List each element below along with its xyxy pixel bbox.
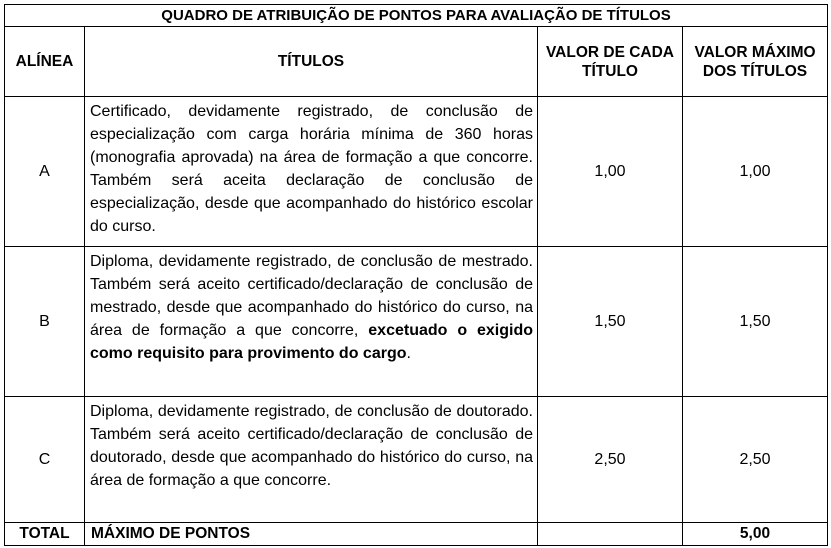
header-titulos: TÍTULOS bbox=[85, 27, 538, 97]
valor-cada-cell: 1,00 bbox=[538, 97, 683, 247]
table-row bbox=[5, 397, 828, 523]
total-label: TOTAL bbox=[5, 523, 85, 546]
total-descricao: MÁXIMO DE PONTOS bbox=[85, 523, 538, 546]
titulo-descricao: Diploma, devidamente registrado, de conclusão de doutorado. Também será aceito certificado/declaração de conclusão de doutorado, desde que acompanhado do histórico do curso, na área de formação a que concorre. bbox=[85, 397, 538, 523]
alinea-cell: C bbox=[5, 397, 85, 523]
valor-cada-cell: 2,50 bbox=[538, 397, 683, 523]
header-alinea: ALÍNEA bbox=[5, 27, 85, 97]
valor-maximo-cell: 1,50 bbox=[683, 247, 828, 397]
valor-cada-cell: 1,50 bbox=[538, 247, 683, 397]
table-row bbox=[5, 247, 828, 397]
titulo-descricao bbox=[85, 247, 538, 397]
quadro-atribuicao-pontos bbox=[4, 4, 828, 546]
header-valor-maximo: VALOR MÁXIMO DOS TÍTULOS bbox=[683, 27, 828, 97]
valor-maximo-cell: 2,50 bbox=[683, 397, 828, 523]
descricao-fim: . bbox=[406, 345, 411, 362]
descricao-texto: Diploma, devidamente registrado, de conclusão de mestrado. Também será aceito certificado/declaração de conclusão de mestrado, desde que acompanhado do histórico do curso, na área de formação a que concorre, bbox=[90, 253, 533, 339]
table-row bbox=[5, 97, 828, 247]
total-row bbox=[5, 523, 828, 546]
alinea-cell: B bbox=[5, 247, 85, 397]
titulo-descricao: Certificado, devidamente registrado, de conclusão de especialização com carga horária mínima de 360 horas (monografia aprovada) na área de formação a que concorre. Também será aceita declaração de conclusão de especialização, desde que acompanhado do histórico escolar do curso. bbox=[85, 97, 538, 247]
table-title: QUADRO DE ATRIBUIÇÃO DE PONTOS PARA AVALIAÇÃO DE TÍTULOS bbox=[5, 5, 828, 27]
header-valor-cada: VALOR DE CADA TÍTULO bbox=[538, 27, 683, 97]
total-valor: 5,00 bbox=[683, 523, 828, 546]
descricao-destaque: excetuado o exigido como requisito para provimento do cargo bbox=[90, 322, 534, 362]
total-empty-cell bbox=[538, 523, 683, 546]
alinea-cell: A bbox=[5, 97, 85, 247]
valor-maximo-cell: 1,00 bbox=[683, 97, 828, 247]
